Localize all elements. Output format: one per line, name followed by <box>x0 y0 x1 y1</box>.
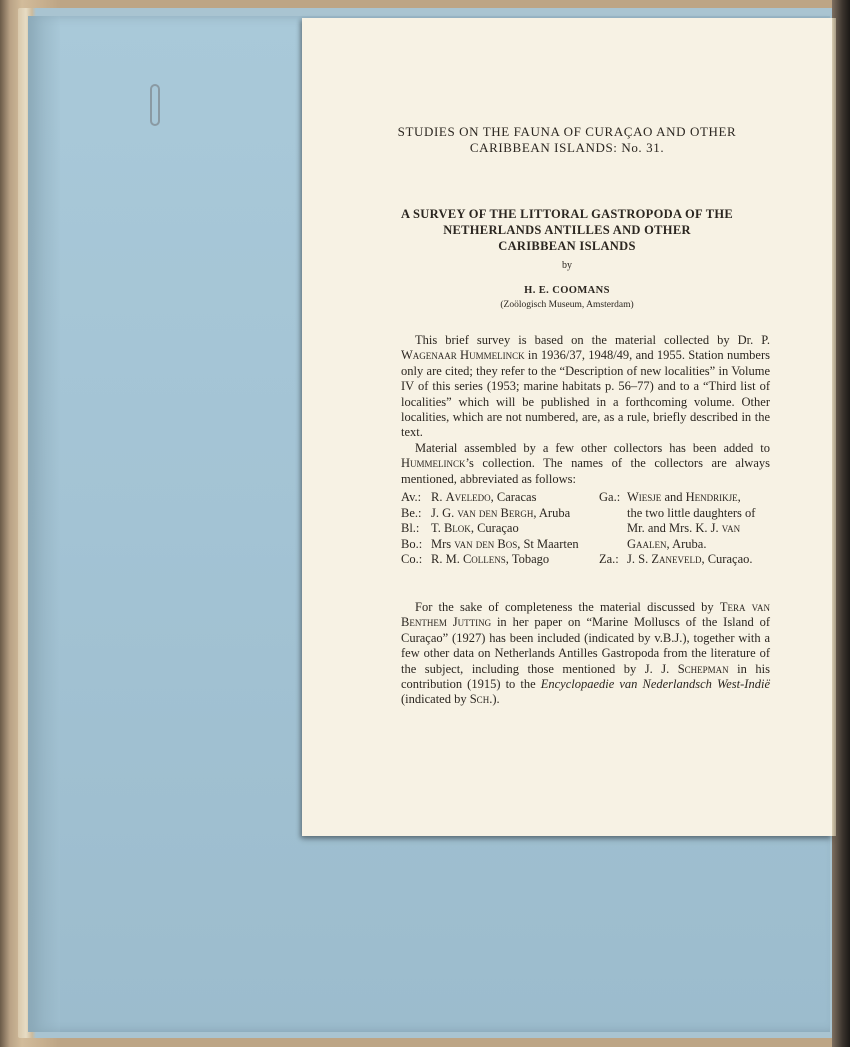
list-item: Av.: R. Aveledo, Caracas Ga.: Wiesje and Hendrikje, <box>401 490 741 504</box>
by-line: by <box>562 260 572 271</box>
series-heading-line: STUDIES ON THE FAUNA OF CURAÇAO AND OTHER <box>397 124 737 139</box>
paragraph-intro: This brief survey is based on the material collected by Dr. P. Wagenaar Hummelinck in 1936/37, 1948/49, and 1955. Station numbers only are cited; they refer to the “Description of new localities” in Volume IV of this series (1953; marine habitats p. 56–77) and to a “Third list of localities” which will be published in a forthcoming volume. Other localities, which are not numbered, are, as a rule, briefly described in the text. <box>401 333 770 440</box>
title-line: CARIBBEAN ISLANDS <box>498 239 636 253</box>
list-item: Bo.: Mrs van den Bos, St Maarten Gaalen, Aruba. <box>401 536 707 551</box>
series-heading-line: CARIBBEAN ISLANDS: No. 31. <box>469 140 665 155</box>
article-page <box>302 18 832 836</box>
paragraph-literature: For the sake of completeness the material discussed by Tera van Benthem Jutting in her paper on “Marine Molluscs of the Island of Curaçao” (1927) has been included (indicated by v.B.J.), together with a few other data on Netherlands Antilles Gastropoda from the literature of the subject, including those mentioned by J. J. Schepman in his contribution (1915) to the Encyclopaedie van Nederlandsch West-Indië (indicated by Sch.). <box>401 600 770 707</box>
title-line: NETHERLANDS ANTILLES AND OTHER <box>443 223 691 237</box>
list-item: Be.: J. G. van den Bergh, Aruba the two little daughters of <box>401 505 756 520</box>
paper-clip-icon <box>150 84 160 126</box>
list-item: Bl.: T. Blok, Curaçao Mr. and Mrs. K. J. van <box>401 521 741 535</box>
list-item: Co.: R. M. Collens, Tobago Za.: J. S. Zaneveld, Curaçao. <box>401 552 753 566</box>
author-affiliation: (Zoölogisch Museum, Amsterdam) <box>500 300 634 310</box>
article-title <box>322 206 812 254</box>
collector-abbreviation-list <box>401 490 773 568</box>
title-line: A SURVEY OF THE LITTORAL GASTROPODA OF THE <box>400 207 734 221</box>
paragraph-collectors: Material assembled by a few other collectors has been added to Hummelinck’s collection. The names of the collectors are always mentioned, abbreviated as follows: <box>401 441 770 486</box>
author-name: H. E. COOMANS <box>524 285 610 296</box>
series-heading <box>322 124 812 156</box>
